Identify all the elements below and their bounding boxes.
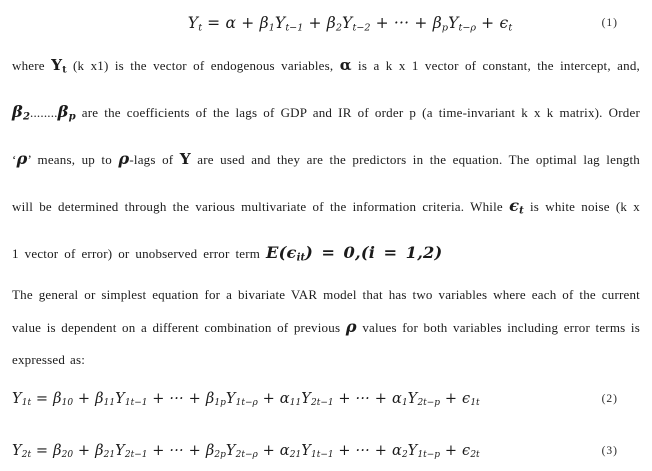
equation-1: $Y_t = \alpha + \beta_1Y_{t-1} + \beta_2Y_{t-2}$ + ··· + $\beta_pY_{t-\rho} + \epsilon_t$ <box>187 14 513 34</box>
text-run: ........ <box>30 105 58 120</box>
text-run: ’ means, up to <box>27 152 119 167</box>
text-run: are the coefficients of the lags of GDP and IR of order p (a time-invariant k x k matrix). Order ‘ <box>12 105 640 167</box>
inline-math-run: Y <box>179 150 191 168</box>
inline-math-run: $\beta_2$ <box>12 102 31 123</box>
text-run: values for both variables including error terms is expressed as: <box>12 319 640 367</box>
equation-2: $Y_{1t} = \beta_{10} + \beta_{11}Y_{1t-1}$ + ··· + $\beta_{1p}Y_{1t-\rho} + \alpha_{11}Y_{2t-1}$ + ··· + $\alpha_1Y_{2t-p} + \epsilon_{1t}$ <box>12 390 480 408</box>
inline-math-run: $\beta_p$ <box>57 102 76 123</box>
inline-math-run: α <box>339 56 352 74</box>
text-run: are used and they are the predictors in the equation. The optimal lag length will be determined through the various multivariate of the information criteria. While <box>12 152 640 214</box>
equation-3-number: (3) <box>601 444 618 457</box>
equation-3: $Y_{2t} = \beta_{20} + \beta_{21}Y_{2t-1}$ + ··· + $\beta_{2p}Y_{2t-\rho} + \alpha_{21}Y_{1t-1}$ + ··· + $\alpha_2Y_{1t-p} + \epsilon_{2t}$ <box>12 442 480 460</box>
text-run: -lags of <box>129 152 180 167</box>
inline-math-run: ρ <box>16 149 28 168</box>
paragraph-bivariate-var-intro <box>12 279 640 377</box>
equation-2-number: (2) <box>601 392 618 405</box>
equation-1-row <box>12 6 640 40</box>
text-run: is white noise (k x 1 vector of error) or unobserved error term <box>12 199 640 261</box>
text-run: The general or simplest equation for a bivariate VAR model that has two variables where each of the current value is dependent on a different combination of previous <box>12 287 640 335</box>
inline-math-run: $Y_t$ <box>51 56 67 76</box>
inline-math-run: $\epsilon_t$ <box>509 196 524 217</box>
text-run: (k x1) is the vector of endogenous variables, <box>66 58 340 73</box>
text-run: is a k x 1 vector of constant, the intercept, and, <box>351 58 640 73</box>
inline-math-run: $E(\epsilon_{it}) = 0,(i = 1,2)$ <box>266 243 443 264</box>
inline-math-run: ρ <box>345 316 357 336</box>
text-run: where <box>12 58 52 73</box>
equation-2-row <box>12 385 640 413</box>
equation-3-row <box>12 437 640 465</box>
equation-1-number: (1) <box>601 17 618 29</box>
paragraph-var-terms-definition <box>12 42 640 277</box>
inline-math-run: ρ <box>118 149 130 168</box>
